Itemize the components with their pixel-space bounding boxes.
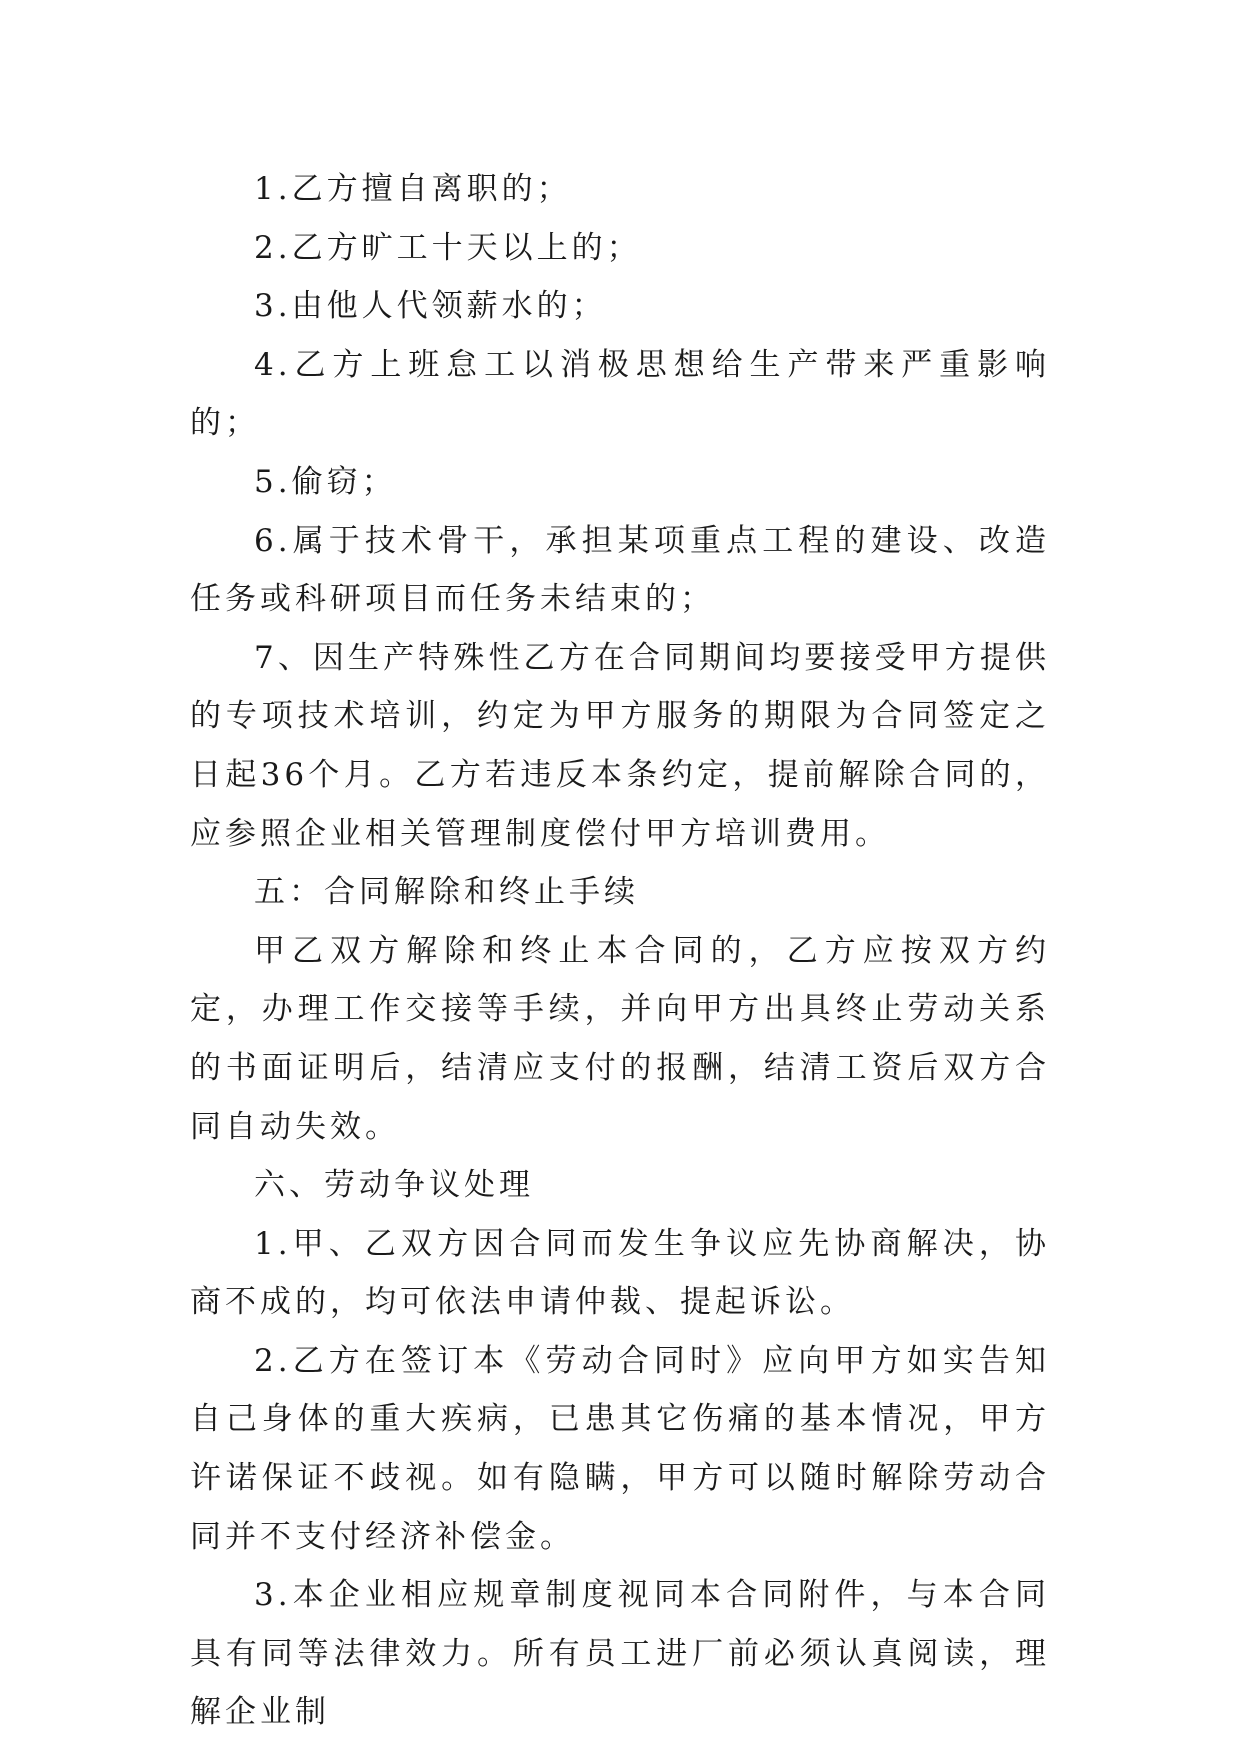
section-5-paragraph: 甲乙双方解除和终止本合同的，乙方应按双方约定，办理工作交接等手续，并向甲方出具终止劳动关系的书面证明后，结清应支付的报酬，结清工资后双方合同自动失效。 — [190, 932, 1050, 1145]
dispute-clause-2: 2.乙方在签订本《劳动合同时》应向甲方如实告知自己身体的重大疾病，已患其它伤痛的基本情况，甲方许诺保证不歧视。如有隐瞒，甲方可以随时解除劳动合同并不支付经济补偿金。 — [190, 1342, 1050, 1555]
clause-3-salary-by-proxy: 3.由他人代领薪水的； — [254, 288, 607, 325]
dispute-clause-3: 3.本企业相应规章制度视同本合同附件，与本合同具有同等法律效力。所有员工进厂前必须认真阅读，理解企业制 — [190, 1577, 1050, 1731]
section-5-heading: 五：合同解除和终止手续 — [254, 874, 639, 911]
clause-4-work-slowdown: 4.乙方上班怠工以消极思想给生产带来严重影响的； — [190, 346, 1050, 442]
section-6-heading: 六、劳动争议处理 — [254, 1167, 534, 1204]
clause-1-leaving-without-permission: 1.乙方擅自离职的； — [254, 171, 572, 207]
clause-6-technical-backbone: 6.属于技术骨干，承担某项重点工程的建设、改造任务或科研项目而任务未结束的； — [190, 522, 1050, 618]
clause-5-theft: 5.偷窃； — [254, 463, 397, 500]
dispute-clause-1: 1.甲、乙双方因合同而发生争议应先协商解决，协商不成的，均可依法申请仲裁、提起诉讼。 — [190, 1225, 1050, 1321]
clause-2-absenteeism: 2.乙方旷工十天以上的； — [254, 229, 642, 266]
contract-body — [190, 160, 1050, 1742]
clause-7-training-service-period: 7、因生产特殊性乙方在合同期间均要接受甲方提供的专项技术培训，约定为甲方服务的期限为合同签定之日起36个月。乙方若违反本条约定，提前解除合同的，应参照企业相关管理制度偿付甲方培训费用。 — [190, 639, 1050, 852]
